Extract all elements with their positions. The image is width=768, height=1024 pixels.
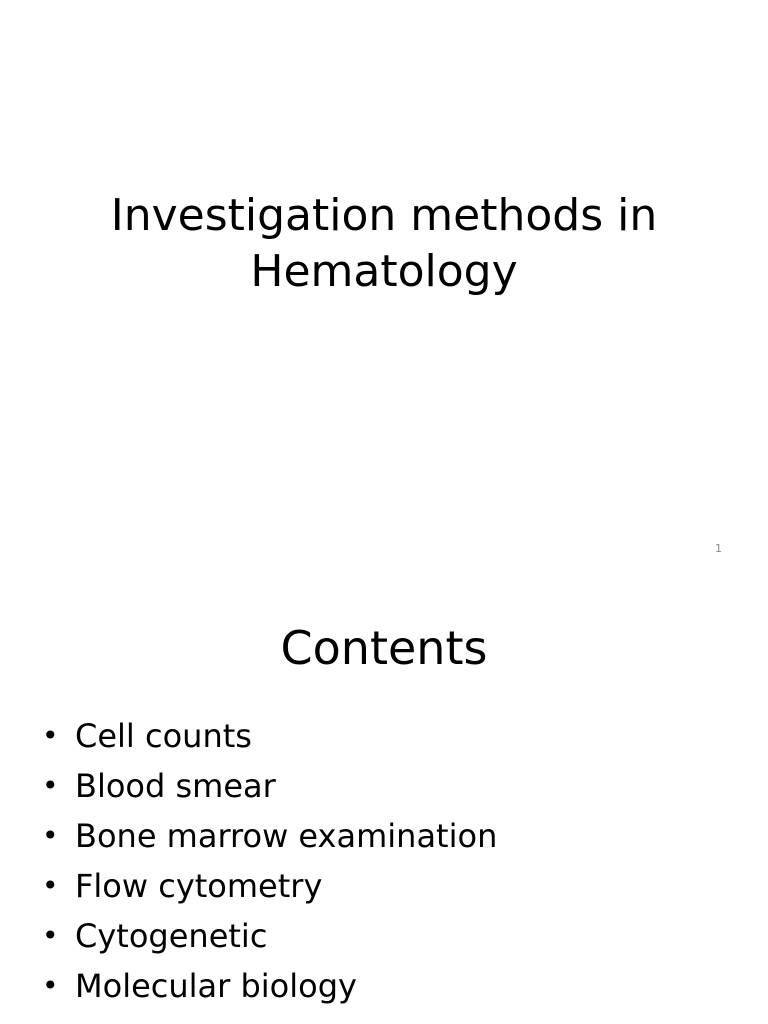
list-item — [42, 762, 497, 812]
title-line-1: Investigation methods in — [110, 190, 658, 241]
list-item-text: Flow cytometry — [75, 867, 323, 905]
list-item — [42, 912, 497, 962]
list-item — [42, 862, 497, 912]
list-item-text: Molecular biology — [75, 967, 357, 1005]
bullet-icon: • — [42, 919, 59, 952]
presentation-title — [40, 188, 728, 300]
list-item-text: Bone marrow examination — [75, 817, 498, 855]
bullet-icon: • — [42, 869, 59, 902]
contents-slide — [0, 576, 768, 1024]
list-item — [42, 712, 497, 762]
list-item-text: Cell counts — [75, 717, 252, 755]
bullet-icon: • — [42, 969, 59, 1002]
slide-number: 1 — [715, 542, 722, 555]
list-item-text: Cytogenetic — [75, 917, 268, 955]
bullet-icon: • — [42, 819, 59, 852]
list-item-text: Blood smear — [75, 767, 276, 805]
list-item — [42, 962, 497, 1012]
title-line-2: Hematology — [250, 246, 518, 297]
bullet-icon: • — [42, 769, 59, 802]
bullet-icon: • — [42, 719, 59, 752]
contents-list — [42, 712, 497, 1012]
contents-title: Contents — [280, 621, 488, 675]
list-item — [42, 812, 497, 862]
